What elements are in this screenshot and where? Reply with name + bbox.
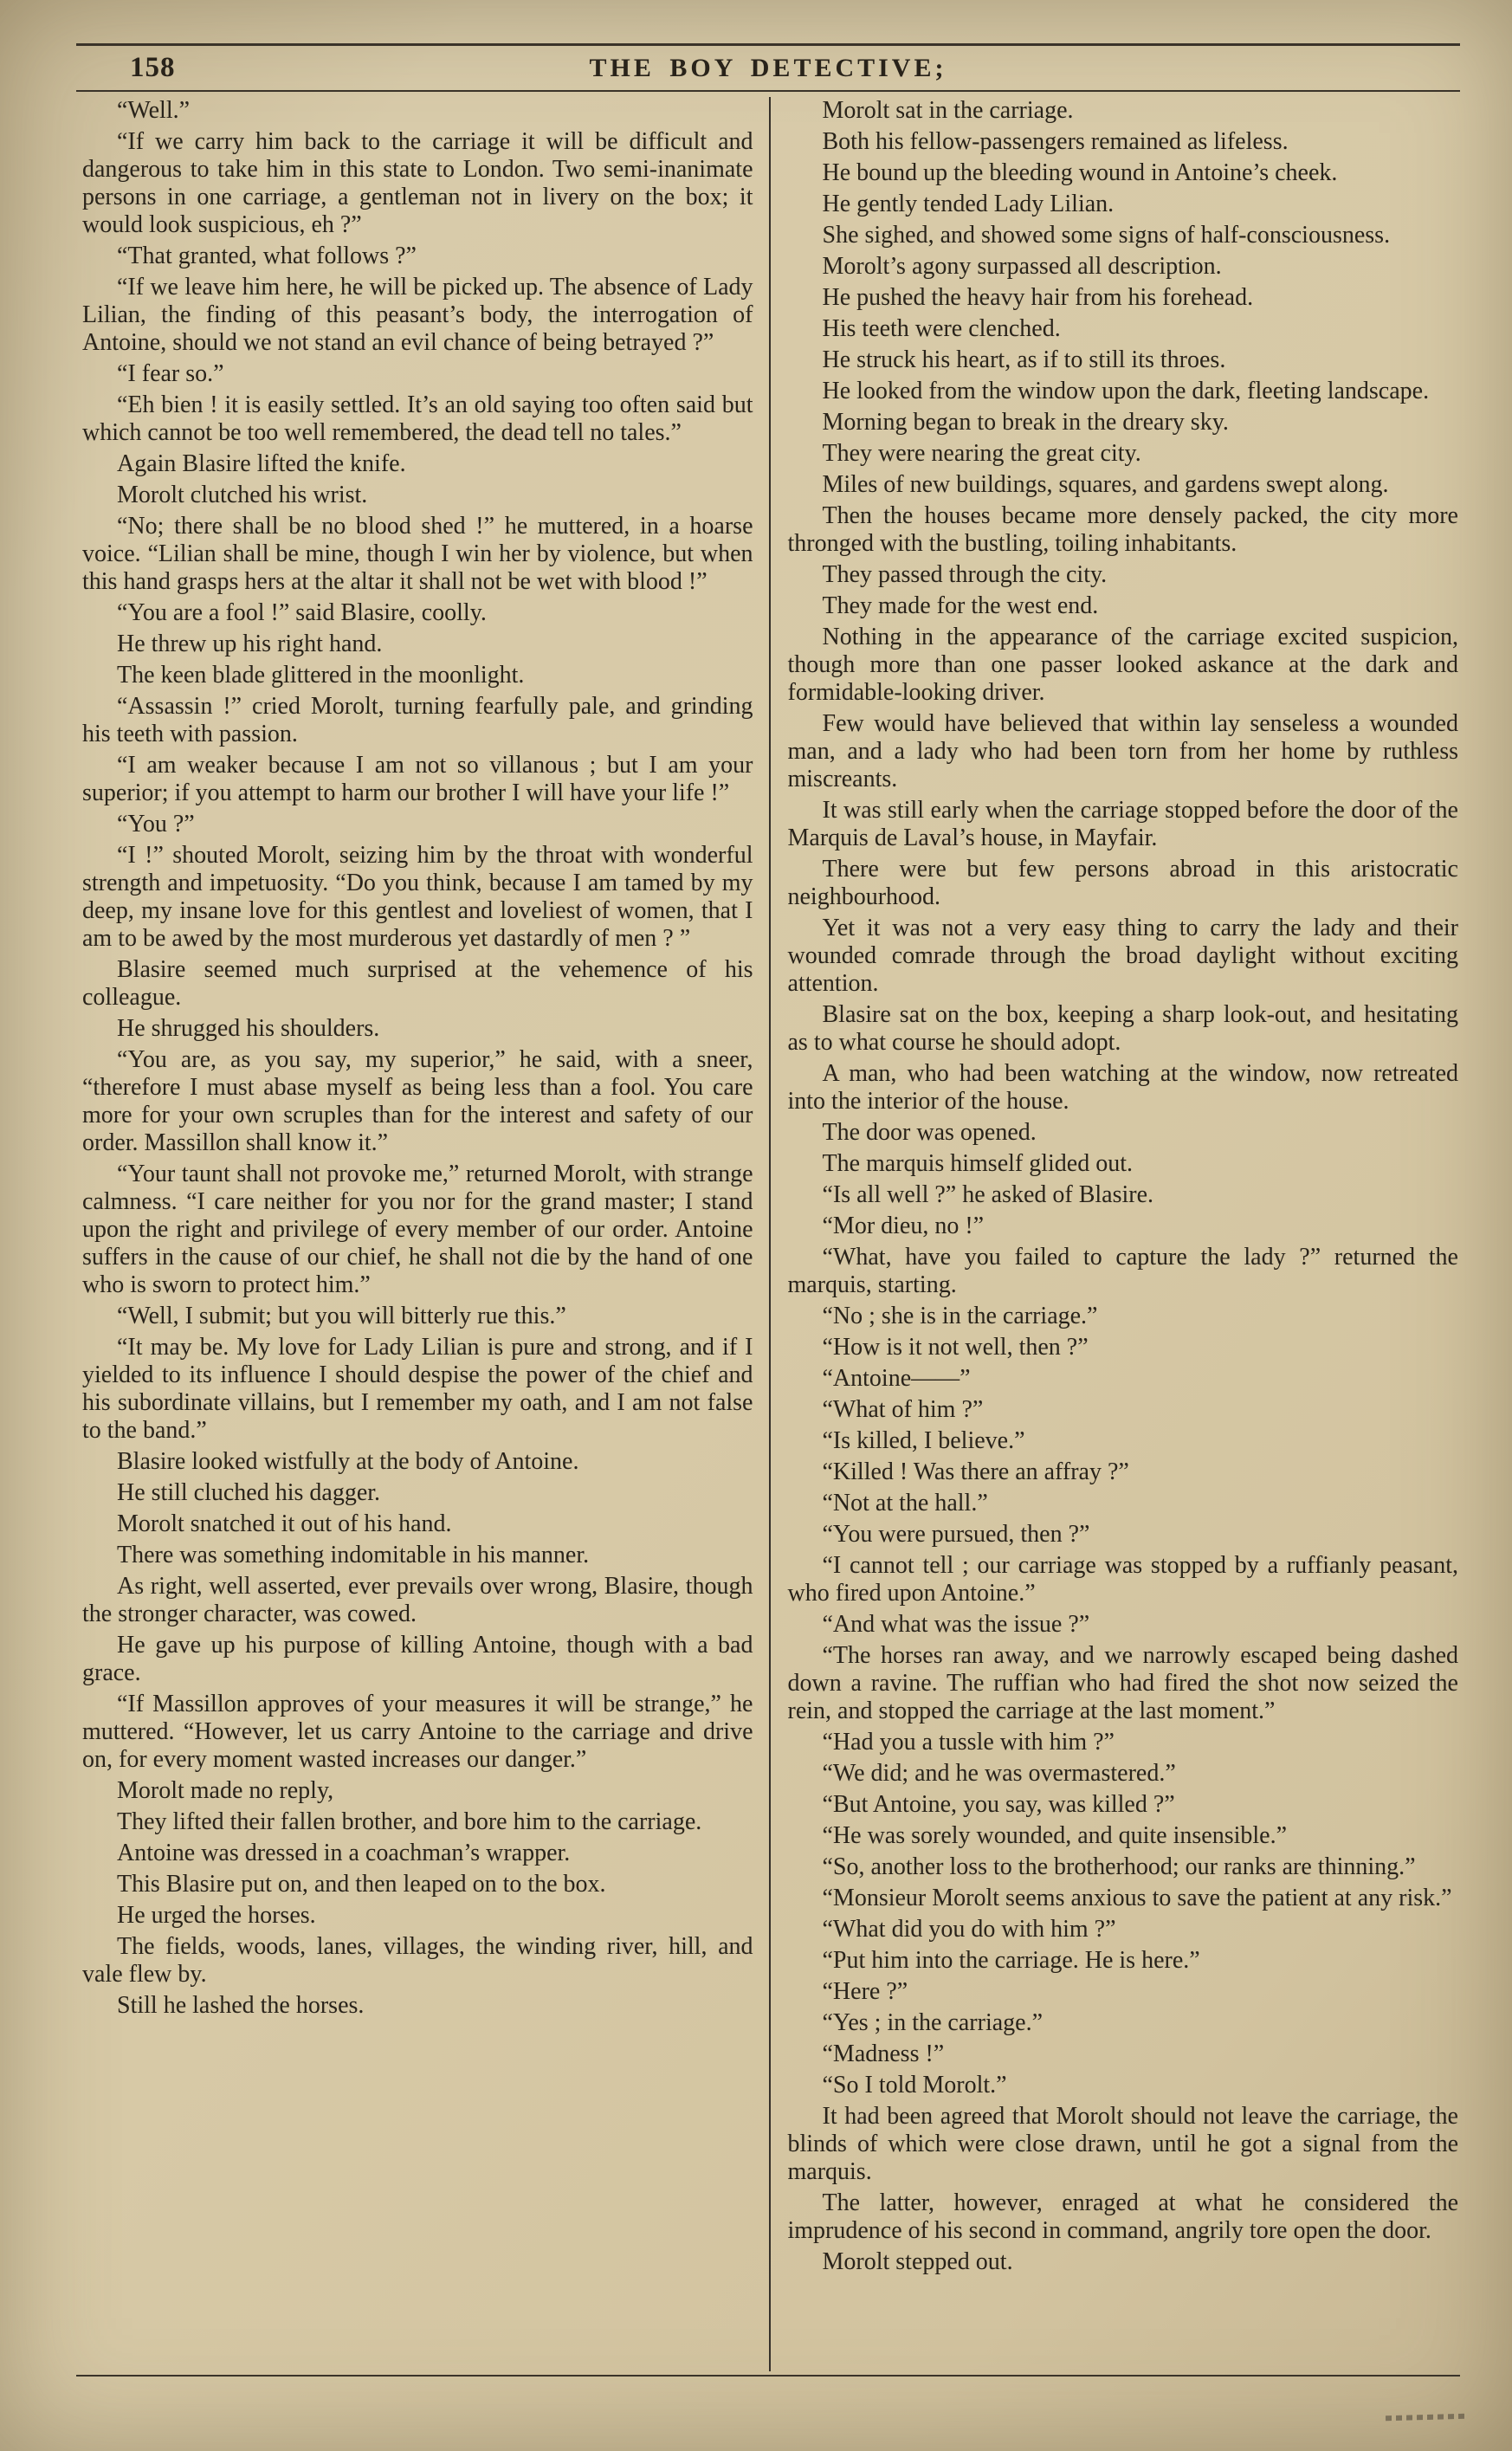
paragraph: “Yes ; in the carriage.”	[822, 2009, 1044, 2036]
bottom-rule	[76, 2375, 1460, 2377]
paragraph: A man, who had been watching at the window, now retreated into the interior of the house.	[787, 1060, 1458, 1115]
paragraph: Morolt sat in the carriage.	[822, 97, 1074, 124]
paragraph: “If Massillon approves of your measures it will be strange,” he muttered. “However, let us carry Antoine to the carriage and drive on, for every moment wasted increases our danger.”	[82, 1691, 753, 1773]
header-rule	[76, 90, 1460, 92]
paragraph: “Antoine——”	[822, 1365, 971, 1392]
paragraph: “Well.”	[117, 97, 191, 124]
paragraph: “So I told Morolt.”	[822, 2072, 1007, 2099]
paragraph: His teeth were clenched.	[822, 315, 1061, 342]
paragraph: Blasire seemed much surprised at the vehemence of his colleague.	[82, 956, 753, 1011]
paragraph: They passed through the city.	[822, 561, 1108, 588]
paragraph: “Eh bien ! it is easily settled. It’s an old saying too often said but which cannot be too well remembered, the dead tell no tales.”	[82, 391, 753, 446]
paragraph: Morolt stepped out.	[822, 2248, 1013, 2275]
top-rule	[76, 43, 1460, 46]
paragraph: “Monsieur Morolt seems anxious to save the patient at any risk.”	[822, 1885, 1452, 1911]
paragraph: Antoine was dressed in a coachman’s wrapper.	[117, 1840, 571, 1866]
paragraph: “We did; and he was overmastered.”	[822, 1760, 1176, 1787]
paragraph: Still he lashed the horses.	[117, 1992, 365, 2019]
paragraph: He looked from the window upon the dark, fleeting landscape.	[822, 378, 1430, 404]
paragraph: They made for the west end.	[822, 592, 1099, 619]
paragraph: He still cluched his dagger.	[117, 1479, 381, 1506]
paragraph: He urged the horses.	[117, 1902, 316, 1929]
paragraph: “You ?”	[117, 811, 195, 837]
paragraph: “Killed ! Was there an affray ?”	[822, 1458, 1129, 1485]
paragraph: “Is all well ?” he asked of Blasire.	[822, 1181, 1154, 1208]
paragraph: “What, have you failed to capture the lady ?” returned the marquis, starting.	[787, 1244, 1458, 1298]
paragraph: “If we carry him back to the carriage it will be difficult and dangerous to take him in this state to London. Two semi-inanimate persons in one carriage, a gentleman not in livery on the box; it would look suspicious, eh ?”	[82, 128, 753, 238]
paragraph: They lifted their fallen brother, and bore him to the carriage.	[117, 1808, 702, 1835]
paragraph: There were but few persons abroad in this aristocratic neighbourhood.	[787, 856, 1458, 910]
paragraph: “Put him into the carriage. He is here.”	[822, 1947, 1200, 1974]
paragraph: “So, another loss to the brotherhood; our ranks are thinning.”	[822, 1853, 1416, 1880]
paragraph: “I fear so.”	[117, 360, 224, 387]
paragraph: Blasire looked wistfully at the body of Antoine.	[117, 1448, 579, 1475]
paragraph: Again Blasire lifted the knife.	[117, 450, 406, 477]
page-number: 158	[130, 52, 176, 83]
paragraph: “Your taunt shall not provoke me,” returned Morolt, with strange calmness. “I care neither for you nor for the grand master; I stand upon the right and privilege of every member of our order. Antoine suffers in the cause of our chief, he shall not die by the hand of one who is sworn to protect him.”	[82, 1161, 753, 1298]
paragraph: This Blasire put on, and then leaped on to the box.	[117, 1871, 606, 1898]
paragraph: “But Antoine, you say, was killed ?”	[822, 1791, 1175, 1818]
paragraph: “You are, as you say, my superior,” he said, with a sneer, “therefore I must abase myself as being less than a fool. You care more for your own scruples than for the interest and safety of our order. Massillon shall know it.”	[82, 1046, 753, 1156]
paragraph: It had been agreed that Morolt should not leave the carriage, the blinds of which were close drawn, until he got a signal from the marquis.	[787, 2103, 1458, 2185]
paragraph: “Had you a tussle with him ?”	[822, 1729, 1115, 1756]
paragraph: He gave up his purpose of killing Antoine, though with a bad grace.	[82, 1632, 753, 1686]
paragraph: Blasire sat on the box, keeping a sharp look-out, and hesitating as to what course he should adopt.	[787, 1001, 1458, 1056]
paragraph: The fields, woods, lanes, villages, the winding river, hill, and vale flew by.	[82, 1933, 753, 1988]
paragraph: As right, well asserted, ever prevails over wrong, Blasire, though the stronger character, was cowed.	[82, 1573, 753, 1627]
paragraph: He struck his heart, as if to still its throes.	[822, 346, 1226, 373]
paragraph: “The horses ran away, and we narrowly escaped being dashed down a ravine. The ruffian who had fired the shot now seized the rein, and stopped the carriage at the last moment.”	[787, 1642, 1458, 1724]
paragraph: She sighed, and showed some signs of half-consciousness.	[822, 222, 1391, 249]
paragraph: “Madness !”	[822, 2040, 945, 2067]
paragraph: He bound up the bleeding wound in Antoine’s cheek.	[822, 159, 1338, 186]
paragraph: Morolt clutched his wrist.	[117, 482, 368, 508]
paragraph: “You were pursued, then ?”	[822, 1521, 1090, 1548]
paragraph: Both his fellow-passengers remained as lifeless.	[822, 128, 1289, 155]
paragraph: “Assassin !” cried Morolt, turning fearfully pale, and grinding his teeth with passion.	[82, 693, 753, 747]
paragraph: “And what was the issue ?”	[822, 1611, 1090, 1638]
page-header	[76, 50, 1460, 88]
ink-smudge	[1386, 2414, 1465, 2421]
paragraph: The latter, however, enraged at what he considered the imprudence of his second in command, angrily tore open the door.	[787, 2189, 1458, 2244]
paragraph: “Not at the hall.”	[822, 1490, 988, 1517]
paragraph: He pushed the heavy hair from his forehead.	[822, 284, 1254, 311]
paragraph: There was something indomitable in his manner.	[117, 1542, 590, 1568]
paragraph: They were nearing the great city.	[822, 440, 1141, 467]
paragraph: It was still early when the carriage stopped before the door of the Marquis de Laval’s house, in Mayfair.	[787, 797, 1458, 851]
paragraph: “It may be. My love for Lady Lilian is pure and strong, and if I yielded to its influence I should despise the power of the chief and his subordinate villains, but I remember my oath, and I am not false to the band.”	[82, 1334, 753, 1444]
paragraph: “Mor dieu, no !”	[822, 1213, 985, 1239]
paragraph: He threw up his right hand.	[117, 631, 383, 657]
paragraph: “Is killed, I believe.”	[822, 1427, 1025, 1454]
running-title: THE BOY DETECTIVE;	[589, 54, 947, 82]
paragraph: “He was sorely wounded, and quite insensible.”	[822, 1822, 1288, 1849]
paragraph: Morning began to break in the dreary sky.	[822, 409, 1229, 436]
paragraph: Few would have believed that within lay senseless a wounded man, and a lady who had been torn from her home by ruthless miscreants.	[787, 710, 1458, 792]
paragraph: The marquis himself glided out.	[822, 1150, 1133, 1177]
paragraph: Yet it was not a very easy thing to carry the lady and their wounded comrade through the broad daylight without exciting attention.	[787, 915, 1458, 997]
left-column	[82, 97, 769, 2371]
paragraph: The keen blade glittered in the moonlight.	[117, 662, 525, 689]
paragraph: “No ; she is in the carriage.”	[822, 1303, 1098, 1329]
paragraph: “What of him ?”	[822, 1396, 984, 1423]
paragraph: “How is it not well, then ?”	[822, 1334, 1089, 1361]
paragraph: He shrugged his shoulders.	[117, 1015, 380, 1042]
paragraph: “If we leave him here, he will be picked up. The absence of Lady Lilian, the finding of this peasant’s body, the interrogation of Antoine, should we not stand an evil chance of being betrayed ?”	[82, 274, 753, 356]
right-column	[771, 97, 1459, 2371]
paragraph: Then the houses became more densely packed, the city more thronged with the bustling, toiling inhabitants.	[787, 502, 1458, 557]
paragraph: He gently tended Lady Lilian.	[822, 191, 1115, 217]
paragraph: “What did you do with him ?”	[822, 1916, 1116, 1943]
paragraph: “Here ?”	[822, 1978, 908, 2005]
paragraph: Morolt made no reply,	[117, 1777, 334, 1804]
paragraph: Miles of new buildings, squares, and gardens swept along.	[822, 471, 1389, 498]
paragraph: The door was opened.	[822, 1119, 1037, 1146]
paragraph: “You are a fool !” said Blasire, coolly.	[117, 599, 487, 626]
text-columns	[82, 97, 1458, 2371]
paragraph: “I am weaker because I am not so villanous ; but I am your superior; if you attempt to harm our brother I will have your life !”	[82, 752, 753, 806]
paragraph: Nothing in the appearance of the carriage excited suspicion, though more than one passer looked askance at the dark and formidable-looking driver.	[787, 624, 1458, 706]
paragraph: “I cannot tell ; our carriage was stopped by a ruffianly peasant, who fired upon Antoine.”	[787, 1552, 1458, 1607]
paragraph: “That granted, what follows ?”	[117, 243, 417, 269]
paragraph: “No; there shall be no blood shed !” he muttered, in a hoarse voice. “Lilian shall be mine, though I win her by violence, but when this hand grasps hers at the altar it shall not be wet with blood !”	[82, 513, 753, 595]
paragraph: Morolt’s agony surpassed all description.	[822, 253, 1222, 280]
paragraph: Morolt snatched it out of his hand.	[117, 1510, 452, 1537]
paragraph: “I !” shouted Morolt, seizing him by the throat with wonderful strength and impetuosity. “Do you think, because I am tamed by my deep, my insane love for this gentlest and loveliest of women, that I am to be awed by the most murderous yet dastardly of men ? ”	[82, 842, 753, 952]
paragraph: “Well, I submit; but you will bitterly rue this.”	[117, 1303, 566, 1329]
